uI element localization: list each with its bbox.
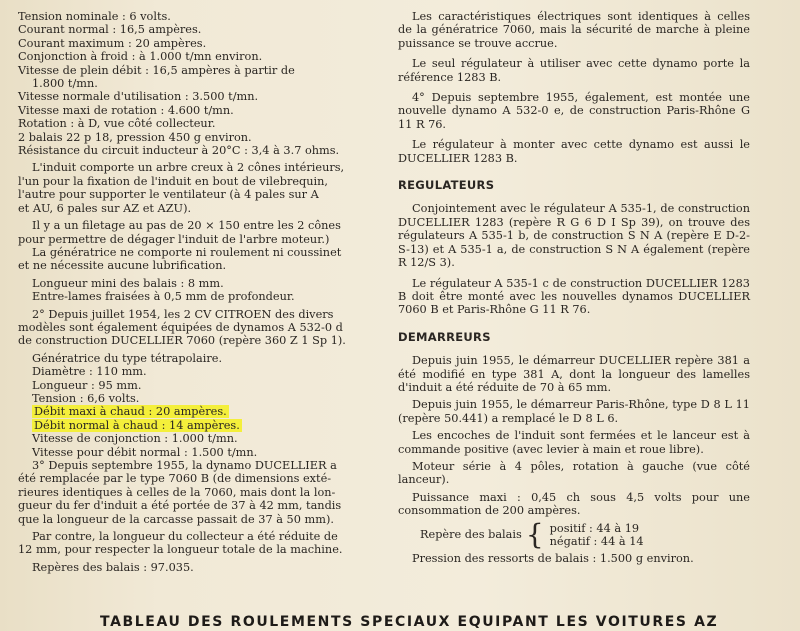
text-line: La génératrice ne comporte ni roulement ni coussinet xyxy=(32,245,342,259)
highlighted-line xyxy=(18,405,376,418)
text-line: Repères des balais : 97.035. xyxy=(32,560,194,574)
brace-line-positive: positif : 44 à 19 xyxy=(549,521,640,535)
text-line: Vitesse maxi de rotation : 4.600 t/mn. xyxy=(18,103,234,117)
text-line: Vitesse normale d'utilisation : 3.500 t/mn. xyxy=(18,90,259,104)
section-heading-demarreurs: DEMARREURS xyxy=(398,329,491,344)
text-line: rieures identiques à celles de la 7060, mais dont la lon- xyxy=(18,485,336,499)
text-line: Résistance du circuit inducteur à 20°C : 3,4 à 3.7 ohms. xyxy=(18,144,340,158)
text-line: 2° Depuis juillet 1954, les 2 CV CITROEN des divers xyxy=(32,307,334,321)
text-line: Rotation : à D, vue côté collecteur. xyxy=(18,117,216,131)
highlighted-line xyxy=(18,419,376,432)
text-line: pour permettre de dégager l'induit de l'arbre moteur.) xyxy=(18,232,330,246)
paragraph: Puissance maxi : 0,45 ch sous 4,5 volts pour une consommation de 200 ampères. xyxy=(398,490,750,518)
text-line: 3° Depuis septembre 1955, la dynamo DUCELLIER a xyxy=(32,459,337,472)
text-line: Courant maximum : 20 ampères. xyxy=(18,36,207,50)
paragraph: Depuis juin 1955, le démarreur DUCELLIER repère 381 a été modifié en type 381 A, dont la longueur des lamelles d'induit a été réduite de 70 à 65 mm. xyxy=(398,354,750,394)
text-line: Tension : 6,6 volts. xyxy=(32,391,140,405)
text-line: Vitesse de plein débit : 16,5 ampères à partir de xyxy=(18,63,295,77)
text-line: que la longueur de la carcasse passait de 37 à 50 mm). xyxy=(18,512,334,526)
text-line: gueur du fer d'induit a été portée de 37 à 42 mm, tandis xyxy=(18,499,342,513)
text-line: l'autre pour supporter le ventilateur (à 4 pales sur A xyxy=(18,188,319,202)
text-line: Génératrice du type tétrapolaire. xyxy=(32,351,223,365)
paragraph: Le seul régulateur à utiliser avec cette dynamo porte la référence 1283 B. xyxy=(398,57,750,84)
text-line: 12 mm, pour respecter la longueur totale de la machine. xyxy=(18,543,343,557)
text-line: Longueur : 95 mm. xyxy=(32,378,142,392)
text-line: l'un pour la fixation de l'induit en bout de vilebrequin, xyxy=(18,174,329,188)
footer-heading: TABLEAU DES ROULEMENTS SPECIAUX EQUIPANT LES VOITURES AZ xyxy=(100,614,719,630)
text-line: été remplacée par le type 7060 B (de dimensions exté- xyxy=(18,472,332,486)
paragraph: Les encoches de l'induit sont fermées et le lanceur est à commande positive (avec levier à main et roue libre). xyxy=(398,429,750,456)
text-line: Conjonction à froid : à 1.000 t/mn environ. xyxy=(18,50,263,64)
paragraph: Conjointement avec le régulateur A 535-1, de construction DUCELLIER 1283 (repère R G 6 D I Sp 39), on trouve des régulateurs A 535-1 b, de construction S N A (repère E D-2-S-13) et A 535-1 a, de construction S N A également (repère R 12/S 3). xyxy=(398,202,750,270)
left-column xyxy=(18,10,376,574)
text-line: Vitesse pour débit normal : 1.500 t/mn. xyxy=(32,445,258,459)
section-heading-regulateurs: REGULATEURS xyxy=(398,178,495,193)
text-line: Longueur mini des balais : 8 mm. xyxy=(32,276,224,290)
brace-line-negative: négatif : 44 à 14 xyxy=(549,535,644,548)
right-column xyxy=(398,10,750,566)
paragraph: Le régulateur à monter avec cette dynamo est aussi le DUCELLIER 1283 B. xyxy=(398,138,750,165)
text-line: Tension nominale : 6 volts. xyxy=(18,10,171,23)
paragraph: Les caractéristiques électriques sont identiques à celles de la génératrice 7060, mais la sécurité de marche à pleine puissance se trouve accrue. xyxy=(398,10,750,50)
brace-values xyxy=(550,522,644,549)
paragraph: Pression des ressorts de balais : 1.500 g environ. xyxy=(412,552,694,566)
text-line: et AU, 6 pales sur AZ et AZU). xyxy=(18,201,192,215)
text-line: de construction DUCELLIER 7060 (repère 360 Z 1 Sp 1). xyxy=(18,334,346,348)
brush-reference-block xyxy=(420,518,750,551)
paragraph: Moteur série à 4 pôles, rotation à gauche (vue côté lanceur). xyxy=(398,459,750,487)
highlighted-text: Débit maxi à chaud : 20 ampères. xyxy=(34,405,227,419)
brace-icon: { xyxy=(525,518,544,551)
text-line: modèles sont également équipées de dynamos A 532-0 d xyxy=(18,320,343,334)
text-line: 2 balais 22 p 18, pression 450 g environ. xyxy=(18,130,252,144)
text-line: L'induit comporte un arbre creux à 2 cônes intérieurs, xyxy=(32,161,345,175)
highlighted-text: Débit normal à chaud : 14 ampères. xyxy=(34,418,240,432)
paragraph: Le régulateur A 535-1 c de construction DUCELLIER 1283 B doit être monté avec les nouvelles dynamos DUCELLIER 7060 B et Paris-Rhône G 11 R 76. xyxy=(398,276,750,317)
brace-label: Repère des balais xyxy=(420,528,522,542)
paragraph: 4° Depuis septembre 1955, également, est montée une nouvelle dynamo A 532-0 e, de construction Paris-Rhône G 11 R 76. xyxy=(398,91,750,131)
text-line: Vitesse de conjonction : 1.000 t/mn. xyxy=(32,432,238,446)
text-line: Par contre, la longueur du collecteur a été réduite de xyxy=(32,530,338,544)
paragraph: Depuis juin 1955, le démarreur Paris-Rhône, type D 8 L 11 (repère 50.441) a remplacé le D 8 L 6. xyxy=(398,398,750,425)
text-line: Entre-lames fraisées à 0,5 mm de profondeur. xyxy=(32,290,295,304)
text-line: Diamètre : 110 mm. xyxy=(32,365,147,379)
text-line: Il y a un filetage au pas de 20 × 150 entre les 2 cônes xyxy=(32,219,341,233)
text-line: et ne nécessite aucune lubrification. xyxy=(18,259,227,273)
text-line: 1.800 t/mn. xyxy=(32,77,98,91)
text-line: Courant normal : 16,5 ampères. xyxy=(18,23,202,37)
